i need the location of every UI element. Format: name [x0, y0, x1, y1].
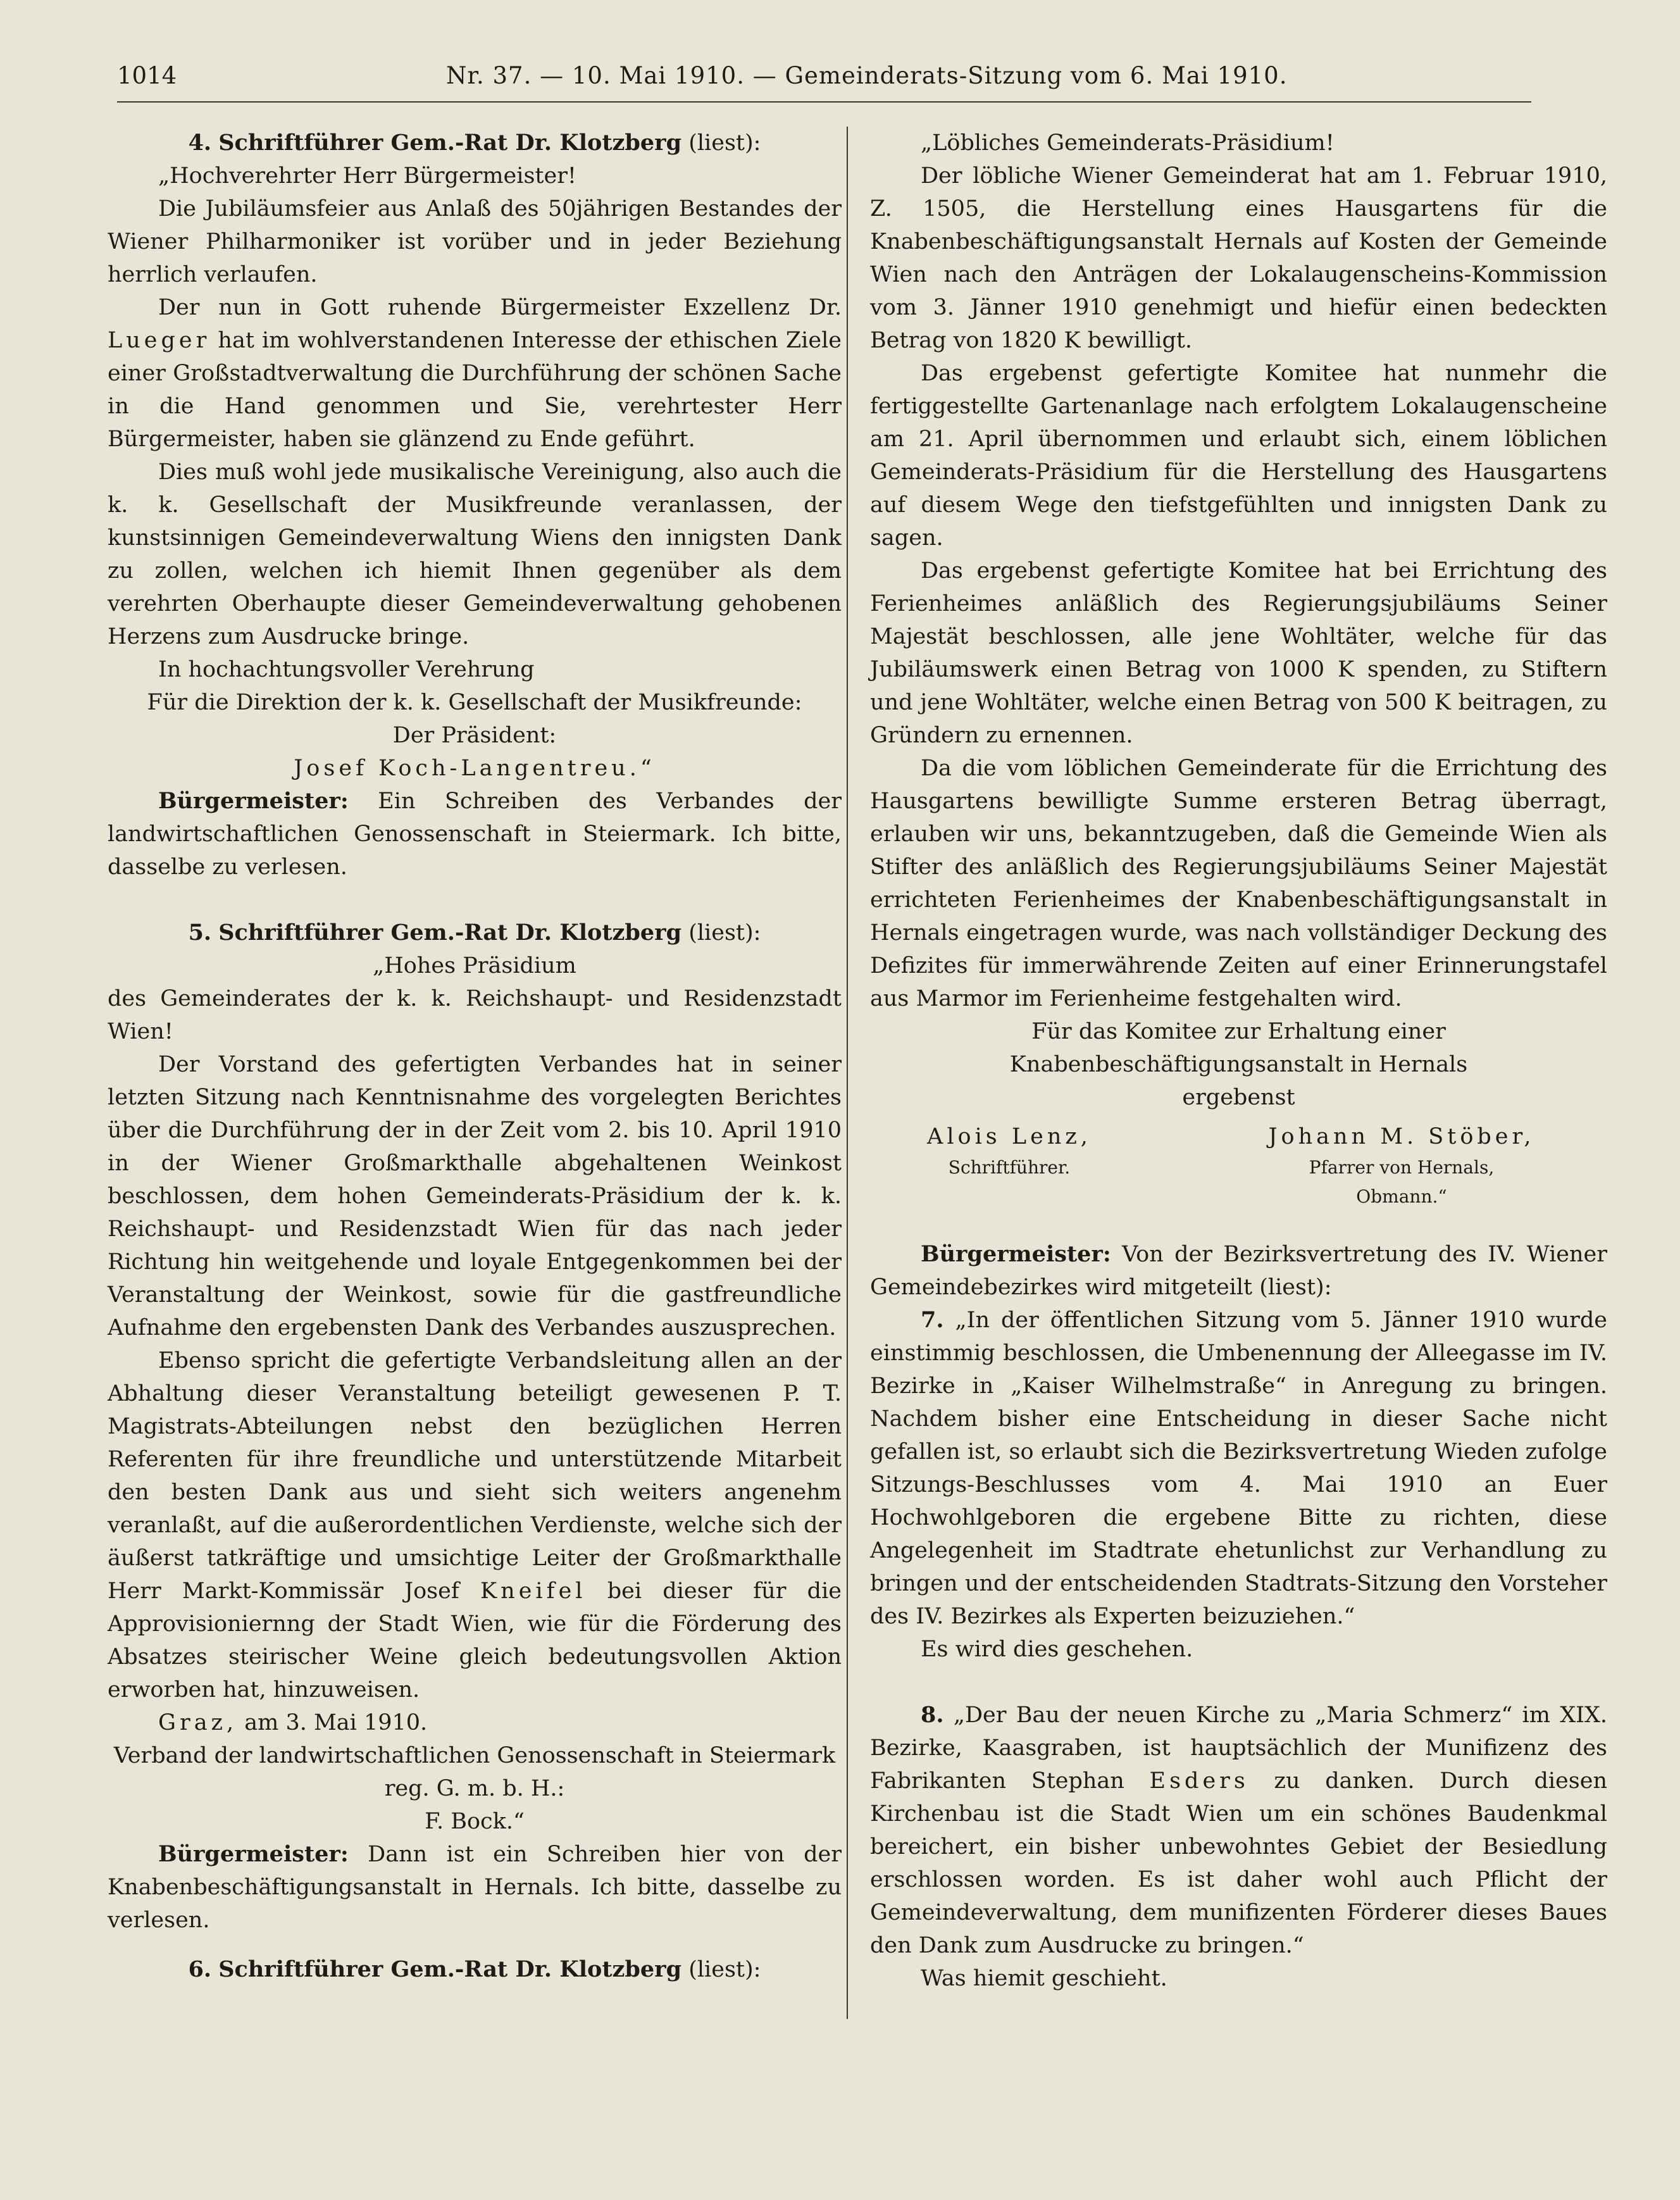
closing: In hochachtungsvoller Verehrung	[158, 657, 535, 682]
signature: Josef Koch-Langentreu.“	[294, 756, 656, 781]
signature-left: Alois Lenz, Schriftführer.	[927, 1124, 1092, 1178]
paragraph: Ebenso spricht die gefertigte Verbandsleitung allen an der Abhaltung dieser Veranstaltung beteiligt gewesenen P. T. Magistrats-Abteilungen nebst den bezüglichen Herren Referenten für ihre freundliche und unterstützende Mitarbeit den besten Dank aus und sieht sich weiters angenehm veranlaßt, auf die außerordentlichen Verdienste, welche sich der äußerst tatkräftige und umsichtige Leiter der Großmarkthalle Herr Markt-Kommissär Josef Kneifel bei dieser für die Approvisioniernng der Stadt Wien, wie für die Förderung des Absatzes steirischer Weine gleich bedeutungsvollen Aktion erworben hat, hinzuweisen.	[108, 1348, 842, 1703]
ergebenst-line: ergebenst	[1182, 1085, 1295, 1110]
header-rule	[117, 101, 1531, 103]
section-5-heading: 5. Schriftführer Gem.-Rat Dr. Klotzberg (liest):	[188, 920, 761, 946]
paragraph: Die Jubiläumsfeier aus Anlaß des 50jährigen Bestandes der Wiener Philharmoniker ist vorüber und in jeder Beziehung herrlich verlaufen.	[108, 196, 842, 287]
praesident-line: Der Präsident:	[392, 723, 557, 748]
signature-block	[870, 1120, 1607, 1222]
section-6-heading: 6. Schriftführer Gem.-Rat Dr. Klotzberg (liest):	[188, 1956, 761, 1982]
komitee-line: Für das Komitee zur Erhaltung einer Knabenbeschäftigungsanstalt in Hernals	[1009, 1019, 1468, 1077]
paragraph: Da die vom löblichen Gemeinderate für die Errichtung des Hausgartens bewilligte Summe ersteren Betrag überragt, erlauben wir uns, bekanntzugeben, daß die Gemeinde Wien als Stifter des anläßlich des Regierungsjubiläums Seiner Majestät errichteten Ferienheimes der Knabenbeschäftigungsanstalt in Hernals eingetragen wurde, was nach vollständiger Deckung des Defizites für immerwährende Zeiten auf einer Erinnerungstafel aus Marmor im Ferienheime festgehalten wird.	[870, 756, 1607, 1011]
page-header	[117, 57, 1531, 95]
signature-right: Johann M. Stöber, Pfarrer von Hernals, Obmann.“	[1268, 1124, 1535, 1207]
running-title: Nr. 37. — 10. Mai 1910. — Gemeinderats-Sitzung vom 6. Mai 1910.	[446, 62, 1288, 89]
signature: F. Bock.“	[425, 1809, 525, 1834]
result-line: Was hiemit geschieht.	[921, 1966, 1167, 1991]
section-4-heading: 4. Schriftführer Gem.-Rat Dr. Klotzberg (liest):	[188, 130, 761, 156]
section-8: 8. „Der Bau der neuen Kirche zu „Maria Schmerz“ im XIX. Bezirke, Kaasgraben, ist hauptsächlich der Munifizenz des Fabrikanten Stephan Esders zu danken. Durch diesen Kirchenbau ist die Stadt Wien um ein schönes Baudenkmal bereichert, ein bisher unbewohntes Gebiet der Besiedlung erschlossen worden. Es ist daher wohl auch Pflicht der Gemeindeverwaltung, dem munifizenten Förderer dieses Baues den Dank zum Ausdrucke zu bringen.“	[870, 1702, 1607, 1958]
right-column	[870, 127, 1607, 1995]
paragraph: Der Vorstand des gefertigten Verbandes hat in seiner letzten Sitzung nach Kenntnisnahme des vorgelegten Berichtes über die Durchführung der in der Zeit vom 2. bis 10. April 1910 in der Wiener Großmarkthalle abgehaltenen Weinkost beschlossen, dem hohen Gemeinderats-Präsidium der k. k. Reichshaupt- und Residenzstadt Wien für das nach jeder Richtung hin weitgehende und loyale Entgegenkommen bei der Veranstaltung der Weinkost, sowie für die gastfreundliche Aufnahme den ergebensten Dank des Verbandes auszusprechen.	[108, 1052, 842, 1341]
person-name: Esders	[1149, 1768, 1249, 1794]
buergermeister-statement: Bürgermeister: Dann ist ein Schreiben hier von der Knabenbeschäftigungsanstalt in Hernals. Ich bitte, dasselbe zu verlesen.	[108, 1841, 842, 1933]
paragraph: Das ergebenst gefertigte Komitee hat bei Errichtung des Ferienheimes anläßlich des Regierungsjubiläums Seiner Majestät beschlossen, alle jene Wohltäter, welche für das Jubiläumswerk einen Betrag von 1000 K spenden, zu Stiftern und jene Wohltäter, welche einen Betrag von 500 K beitragen, zu Gründern zu ernennen.	[870, 558, 1607, 748]
buergermeister-statement: Bürgermeister: Von der Bezirksvertretung des IV. Wiener Gemeindebezirkes wird mitgeteilt (liest):	[870, 1241, 1607, 1300]
result-line: Es wird dies geschehen.	[921, 1637, 1193, 1662]
paragraph: Dies muß wohl jede musikalische Vereinigung, also auch die k. k. Gesellschaft der Musikfreunde veranlassen, der kunstsinnigen Gemeindeverwaltung Wiens den innigsten Dank zu zollen, welchen ich hiemit Ihnen gegenüber als dem verehrten Oberhaupte dieser Gemeindeverwaltung gehobenen Herzens zum Ausdrucke bringe.	[108, 459, 842, 649]
page-number: 1014	[117, 62, 177, 89]
person-name: Kneifel	[480, 1578, 587, 1604]
section-7: 7. „In der öffentlichen Sitzung vom 5. Jänner 1910 wurde einstimmig beschlossen, die Umbenennung der Alleegasse im IV. Bezirke in „Kaiser Wilhelmstraße“ in Anregung zu bringen. Nachdem bisher eine Entscheidung in dieser Sache nicht gefallen ist, so erlaubt sich die Bezirksvertretung Wieden zufolge Sitzungs-Beschlusses vom 4. Mai 1910 an Euer Hochwohlgeboren die ergebene Bitte zu richten, diese Angelegenheit im Stadtrate ehetunlichst zur Verhandlung zu bringen und der entscheidenden Stadtrats-Sitzung den Vorsteher des IV. Bezirkes als Experten beizuziehen.“	[870, 1307, 1607, 1629]
verband-line: Verband der landwirtschaftlichen Genossenschaft in Steiermark	[113, 1743, 836, 1768]
paragraph: Der nun in Gott ruhende Bürgermeister Exzellenz Dr. Lueger hat im wohlverstandenen Interesse der ethischen Ziele einer Großstadtverwaltung die Durchführung der schönen Sache in die Hand genommen und Sie, verehrtester Herr Bürgermeister, haben sie glänzend zu Ende geführt.	[108, 295, 842, 452]
paragraph: Der löbliche Wiener Gemeinderat hat am 1. Februar 1910, Z. 1505, die Herstellung eines Hausgartens für die Knabenbeschäftigungsanstalt Hernals auf Kosten der Gemeinde Wien nach den Anträgen der Lokalaugenscheins-Kommission vom 3. Jänner 1910 genehmigt und hiefür einen bedeckten Betrag von 1820 K bewilligt.	[870, 163, 1607, 353]
left-column	[108, 127, 842, 1986]
place-date: Graz, am 3. Mai 1910.	[158, 1710, 428, 1735]
person-name: Lueger	[108, 328, 211, 353]
salutation: „Löbliches Gemeinderats-Präsidium!	[921, 130, 1335, 156]
direktion-line: Für die Direktion der k. k. Gesellschaft der Musikfreunde:	[147, 690, 802, 715]
column-divider	[847, 127, 848, 2019]
salutation-line-2: des Gemeinderates der k. k. Reichshaupt- und Residenzstadt Wien!	[108, 986, 842, 1044]
paragraph: Das ergebenst gefertigte Komitee hat nunmehr die fertiggestellte Gartenanlage nach erfolgtem Lokalaugenscheine am 21. April übernommen und erlaubt sich, einem löblichen Gemeinderats-Präsidium für die Herstellung des Hausgartens auf diesem Wege den tiefstgefühlten und innigsten Dank zu sagen.	[870, 361, 1607, 551]
salutation: „Hochverehrter Herr Bürgermeister!	[158, 163, 577, 189]
buergermeister-statement: Bürgermeister: Ein Schreiben des Verbandes der landwirtschaftlichen Genossenschaft in Steiermark. Ich bitte, dasselbe zu verlesen.	[108, 788, 842, 880]
registration-line: reg. G. m. b. H.:	[384, 1776, 565, 1801]
salutation: „Hohes Präsidium	[373, 953, 576, 978]
